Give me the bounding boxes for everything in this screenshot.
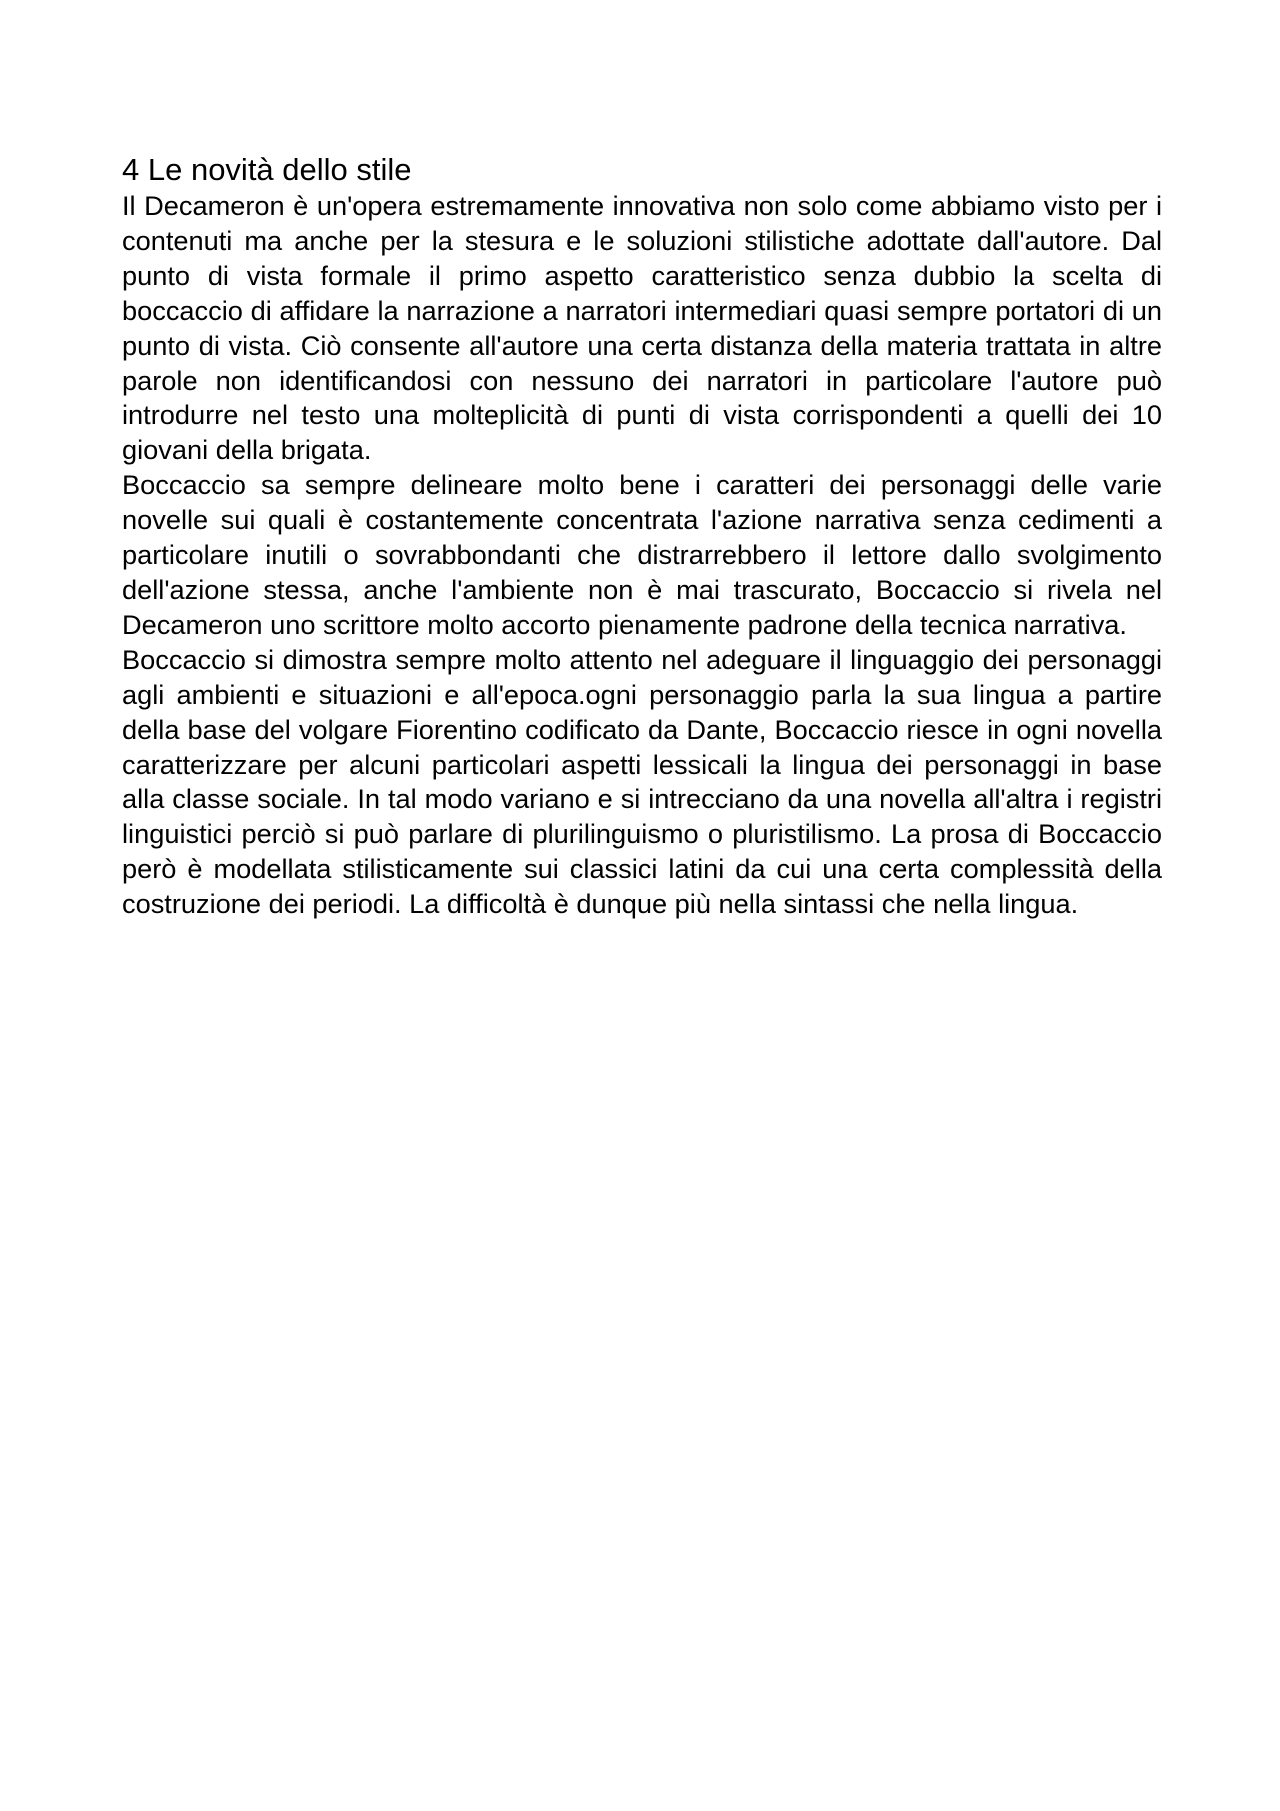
paragraph-language: Boccaccio si dimostra sempre molto attento nel adeguare il linguaggio dei personaggi agli ambienti e situazioni e all'epoca.ogni personaggio parla la sua lingua a partire della base del volgare Fiorentino codificato da Dante, Boccaccio riesce in ogni novella caratterizzare per alcuni particolari aspetti lessicali la lingua dei personaggi in base alla classe sociale. In tal modo variano e si intrecciano da una novella all'altra i registri linguistici perciò si può parlare di plurilinguismo o pluristilismo. La prosa di Boccaccio però è modellata stilisticamente sui classici latini da cui una certa complessità della costruzione dei periodi. La difficoltà è dunque più nella sintassi che nella lingua. (122, 643, 1162, 920)
paragraph-characters: Boccaccio sa sempre delineare molto bene i caratteri dei personaggi delle varie novelle sui quali è costantemente concentrata l'azione narrativa senza cedimenti a particolare inutili o sovrabbondanti che distrarrebbero il lettore dallo svolgimento dell'azione stessa, anche l'ambiente non è mai trascurato, Boccaccio si rivela nel Decameron uno scrittore molto accorto pienamente padrone della tecnica narrativa. (122, 469, 1162, 640)
document-page (122, 152, 1162, 922)
paragraph-narrative-structure: Il Decameron è un'opera estremamente innovativa non solo come abbiamo visto per i contenuti ma anche per la stesura e le soluzioni stilistiche adottate dall'autore. Dal punto di vista formale il primo aspetto caratteristico senza dubbio la scelta di boccaccio di affidare la narrazione a narratori intermediari quasi sempre portatori di un punto di vista. Ciò consente all'autore una certa distanza della materia trattata in altre parole non identificandosi con nessuno dei narratori in particolare l'autore può introdurre nel testo una molteplicità di punti di vista corrispondenti a quelli dei 10 giovani della brigata. (122, 190, 1162, 466)
section-heading: 4 Le novità dello stile (122, 152, 412, 187)
